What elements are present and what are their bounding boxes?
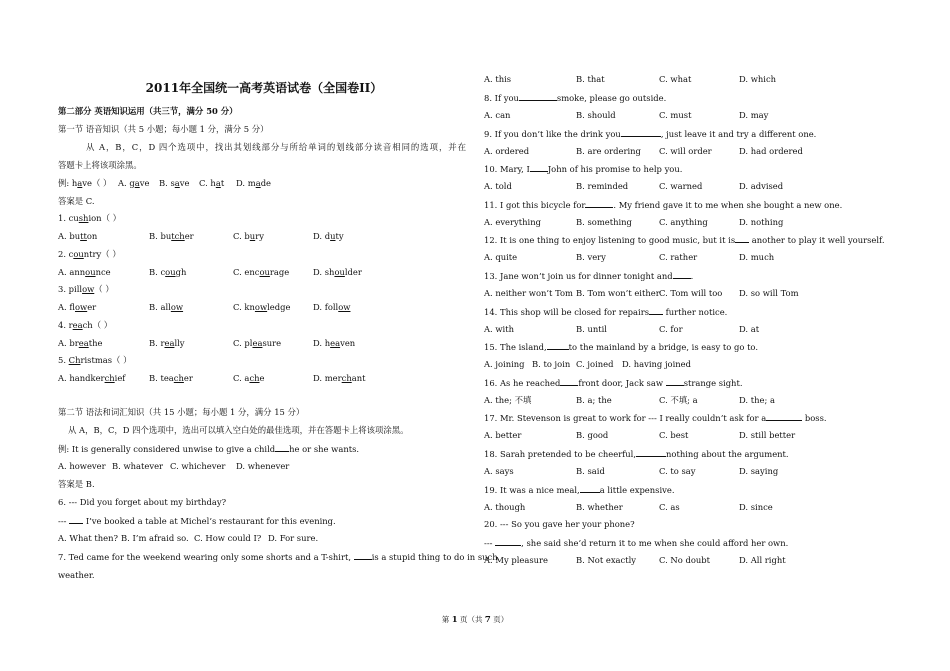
option-b: B. reminded <box>576 181 629 192</box>
grammar-question-options <box>484 466 904 477</box>
option-a: A. button <box>58 231 98 241</box>
option-d: D. shoulder <box>313 266 362 277</box>
phonetics-question-options <box>58 267 470 278</box>
option-c: C. joined <box>576 359 614 370</box>
option-d: D. heaven <box>313 337 356 348</box>
option-c: C. knowledge <box>233 302 291 313</box>
option-b: B. a; the <box>576 394 612 405</box>
option-b: B. something <box>576 216 632 227</box>
section1-answer: 答案是 C. <box>58 196 95 206</box>
option-a: A. neither won’t Tom <box>484 288 573 298</box>
option-a: A. with <box>484 323 514 334</box>
grammar-question-options <box>484 430 904 441</box>
example-option-b: B. save <box>159 178 190 188</box>
option-d: D. at <box>739 323 760 334</box>
grammar-question-stem: 17. Mr. Stevenson is great to work for --- I really couldn’t ask for a boss. <box>484 413 827 424</box>
q6-options <box>58 533 470 544</box>
option-d: D. had ordered <box>739 145 803 156</box>
option-a: A. everything <box>484 216 541 227</box>
grammar-question-stem: 16. As he reached front door, Jack saw strange sight. <box>484 377 743 388</box>
grammar-question-stem: 8. If you smoke, please go outside. <box>484 93 667 103</box>
option-d: D. All right <box>739 555 786 565</box>
option-c: C. rather <box>659 252 698 263</box>
option-b: B. very <box>576 252 606 263</box>
option-c: C. best <box>659 430 689 441</box>
option-d: D. much <box>739 252 775 263</box>
phonetics-question-stem: 3. pillow（ ） <box>58 284 114 295</box>
option-c: C. must <box>659 110 692 120</box>
blank <box>766 412 802 421</box>
option-c: C. as <box>659 501 680 512</box>
blank <box>666 377 684 386</box>
grammar-question-stem: 13. Jane won’t join us for dinner tonight and . <box>484 271 694 281</box>
grammar-question-options <box>484 217 904 228</box>
option-b: B. Not exactly <box>576 555 637 565</box>
q7-options <box>484 74 904 85</box>
option-d: D. so will Tom <box>739 288 799 298</box>
option-a: A. My pleasure <box>484 555 548 565</box>
section2-answer: 答案是 B. <box>58 479 95 489</box>
blank <box>69 515 83 524</box>
option-a: A. better <box>484 430 522 441</box>
grammar-question-options <box>484 324 904 335</box>
option-d: D. whenever <box>236 461 290 471</box>
option-d: D. nothing <box>739 216 784 227</box>
example-option-a: A. gave <box>118 178 150 188</box>
blank <box>636 448 666 457</box>
option-a: A. breathe <box>58 337 103 348</box>
grammar-question-options <box>484 252 904 263</box>
option-a: A. quite <box>484 252 518 263</box>
option-a: A. the; 不填 <box>484 394 532 405</box>
option-a: A. What then? <box>58 533 118 543</box>
example-word: 例: have（ ） <box>58 178 112 188</box>
blank <box>354 551 372 560</box>
option-b: B. cough <box>149 266 187 277</box>
option-c: C. bury <box>233 231 264 241</box>
grammar-question-stem: 18. Sarah pretended to be cheerful, nothing about the argument. <box>484 449 789 459</box>
example-option-d: D. made <box>236 178 272 188</box>
phonetics-question-options <box>58 302 470 313</box>
blank <box>547 341 569 350</box>
grammar-question-options <box>484 146 904 157</box>
section1-instructions-1: 从 A，B，C，D 四个选项中，找出其划线部分与所给单词的划线部分读音相同的选项，并在 <box>86 142 466 152</box>
phonetics-question-options <box>58 338 470 349</box>
option-c: C. pleasure <box>233 337 282 348</box>
option-c: C. will order <box>659 145 712 156</box>
q6-stem: 6. --- Did you forget about my birthday? <box>58 497 227 507</box>
option-c: C. ache <box>233 373 265 384</box>
option-c: C. encourage <box>233 266 290 277</box>
grammar-question-stem: 15. The island, to the mainland by a bridge, is easy to go to. <box>484 342 758 353</box>
blank <box>621 128 661 137</box>
page-footer: 第 1 页（共 7 页） <box>441 615 509 625</box>
blank <box>673 270 691 279</box>
option-d: D. merchant <box>313 373 366 384</box>
option-b: B. should <box>576 110 616 120</box>
option-d: D. For sure. <box>268 533 319 543</box>
section2-example: 例: It is generally considered unwise to give a child he or she wants. <box>58 444 360 454</box>
option-a: A. however <box>58 461 106 471</box>
option-c: C. Tom will too <box>659 288 723 298</box>
option-b: B. whether <box>576 501 623 512</box>
section1-instructions-2: 答题卡上将该项涂黑。 <box>58 160 142 170</box>
option-b: B. allow <box>149 302 184 313</box>
grammar-question-stem: 12. It is one thing to enjoy listening to good music, but it is another to play it well yourself. <box>484 235 885 246</box>
grammar-question-stem: 9. If you don’t like the drink you , just leave it and try a different one. <box>484 128 817 139</box>
option-a: A. flower <box>58 302 97 313</box>
section1-heading: 第一节 语音知识（共 5 小题；每小题 1 分，满分 5 分） <box>58 124 269 134</box>
option-d: D. the; a <box>739 394 775 405</box>
option-a: A. though <box>484 501 526 512</box>
option-d: D. duty <box>313 231 344 241</box>
grammar-question-stem: 14. This shop will be closed for repairs further notice. <box>484 306 728 317</box>
phonetics-question-options <box>58 231 470 242</box>
option-c: C. anything <box>659 216 708 227</box>
q6-response: --- I’ve booked a table at Michel’s restaurant for this evening. <box>58 516 336 526</box>
option-a: A. joining <box>484 359 525 370</box>
blank <box>580 484 600 493</box>
grammar-question-options <box>484 288 904 299</box>
page-number: 1 <box>451 615 458 625</box>
option-b: B. are ordering <box>576 145 641 156</box>
q7-stem-cont: weather. <box>58 570 95 580</box>
option-a: A. can <box>484 110 511 120</box>
section2-example-options <box>58 461 470 472</box>
option-d: D. having joined <box>622 359 691 370</box>
page-total: 7 <box>484 615 491 625</box>
blank <box>519 92 557 101</box>
section2-instructions: 从 A，B，C，D 四个选项中，选出可以填入空白处的最佳选项，并在答题卡上将该项涂黑。 <box>68 425 409 435</box>
option-b: B. whatever <box>112 461 164 471</box>
phonetics-question-stem: 5. Christmas（ ） <box>58 355 132 366</box>
blank <box>649 306 663 315</box>
option-b: B. that <box>576 74 605 84</box>
blank <box>275 443 289 452</box>
grammar-question-stem: 10. Mary, I John of his promise to help you. <box>484 164 683 175</box>
option-b: B. butcher <box>149 231 194 241</box>
blank <box>495 537 521 546</box>
grammar-question-stem: 20. --- So you gave her your phone? <box>484 519 635 530</box>
blank <box>735 234 749 243</box>
blank <box>530 163 548 172</box>
example-option-c: C. hat <box>199 178 225 188</box>
phonetics-question-options <box>58 373 470 384</box>
option-c: C. No doubt <box>659 555 710 565</box>
option-d: D. advised <box>739 181 784 192</box>
phonetics-question-stem: 4. reach（ ） <box>58 319 113 330</box>
blank <box>560 377 578 386</box>
section2-heading: 第二节 语法和词汇知识（共 15 小题；每小题 1 分，满分 15 分） <box>58 407 305 417</box>
phonetics-question-stem: 1. cushion（ ） <box>58 213 121 223</box>
option-c: C. whichever <box>170 461 226 471</box>
phonetics-question-stem: 2. country（ ） <box>58 248 121 259</box>
grammar-question-options <box>484 181 904 192</box>
q20-options <box>484 555 904 566</box>
option-d: D. which <box>739 74 777 84</box>
option-b: B. until <box>576 323 607 334</box>
grammar-question-options <box>484 110 904 121</box>
option-b: B. really <box>149 337 185 348</box>
option-a: A. handkerchief <box>58 373 126 384</box>
option-c: C. 不填; a <box>659 394 698 405</box>
option-b: B. to join <box>532 359 571 370</box>
q7-stem: 7. Ted came for the weekend wearing only some shorts and a T-shirt, is a stupid thing to do in such <box>58 552 498 562</box>
grammar-question-options <box>484 359 904 370</box>
option-b: B. Tom won’t either <box>576 288 660 298</box>
option-b: B. good <box>576 430 609 441</box>
exam-title: 2011年全国统一高考英语试卷（全国卷II） <box>145 81 383 95</box>
grammar-question-stem: 11. I got this bicycle for . My friend gave it to me when she bought a new one. <box>484 199 843 210</box>
option-d: D. saying <box>739 466 779 476</box>
option-b: B. I’m afraid so. <box>121 533 189 543</box>
blank <box>585 199 613 208</box>
option-d: D. still better <box>739 430 796 441</box>
option-d: D. may <box>739 110 769 120</box>
option-c: C. warned <box>659 181 703 192</box>
option-c: C. to say <box>659 466 696 476</box>
option-b: B. said <box>576 466 605 476</box>
option-c: C. How could I? <box>194 533 262 543</box>
option-a: A. told <box>484 181 512 192</box>
option-a: A. says <box>484 466 514 476</box>
grammar-question-options <box>484 395 904 406</box>
option-b: B. teacher <box>149 373 193 384</box>
option-c: C. for <box>659 323 683 334</box>
option-a: A. announce <box>58 266 111 277</box>
section1-example <box>58 178 470 189</box>
q20-response: --- , she said she’d return it to me when she could afford her own. <box>484 538 789 548</box>
grammar-question-options <box>484 502 904 513</box>
option-d: D. since <box>739 501 773 512</box>
part-heading: 第二部分 英语知识运用（共三节，满分 50 分） <box>58 106 238 116</box>
option-a: A. ordered <box>484 145 530 156</box>
grammar-question-stem: 19. It was a nice meal, a little expensive. <box>484 484 675 495</box>
option-a: A. this <box>484 74 512 84</box>
option-d: D. follow <box>313 302 351 313</box>
option-c: C. what <box>659 74 692 84</box>
